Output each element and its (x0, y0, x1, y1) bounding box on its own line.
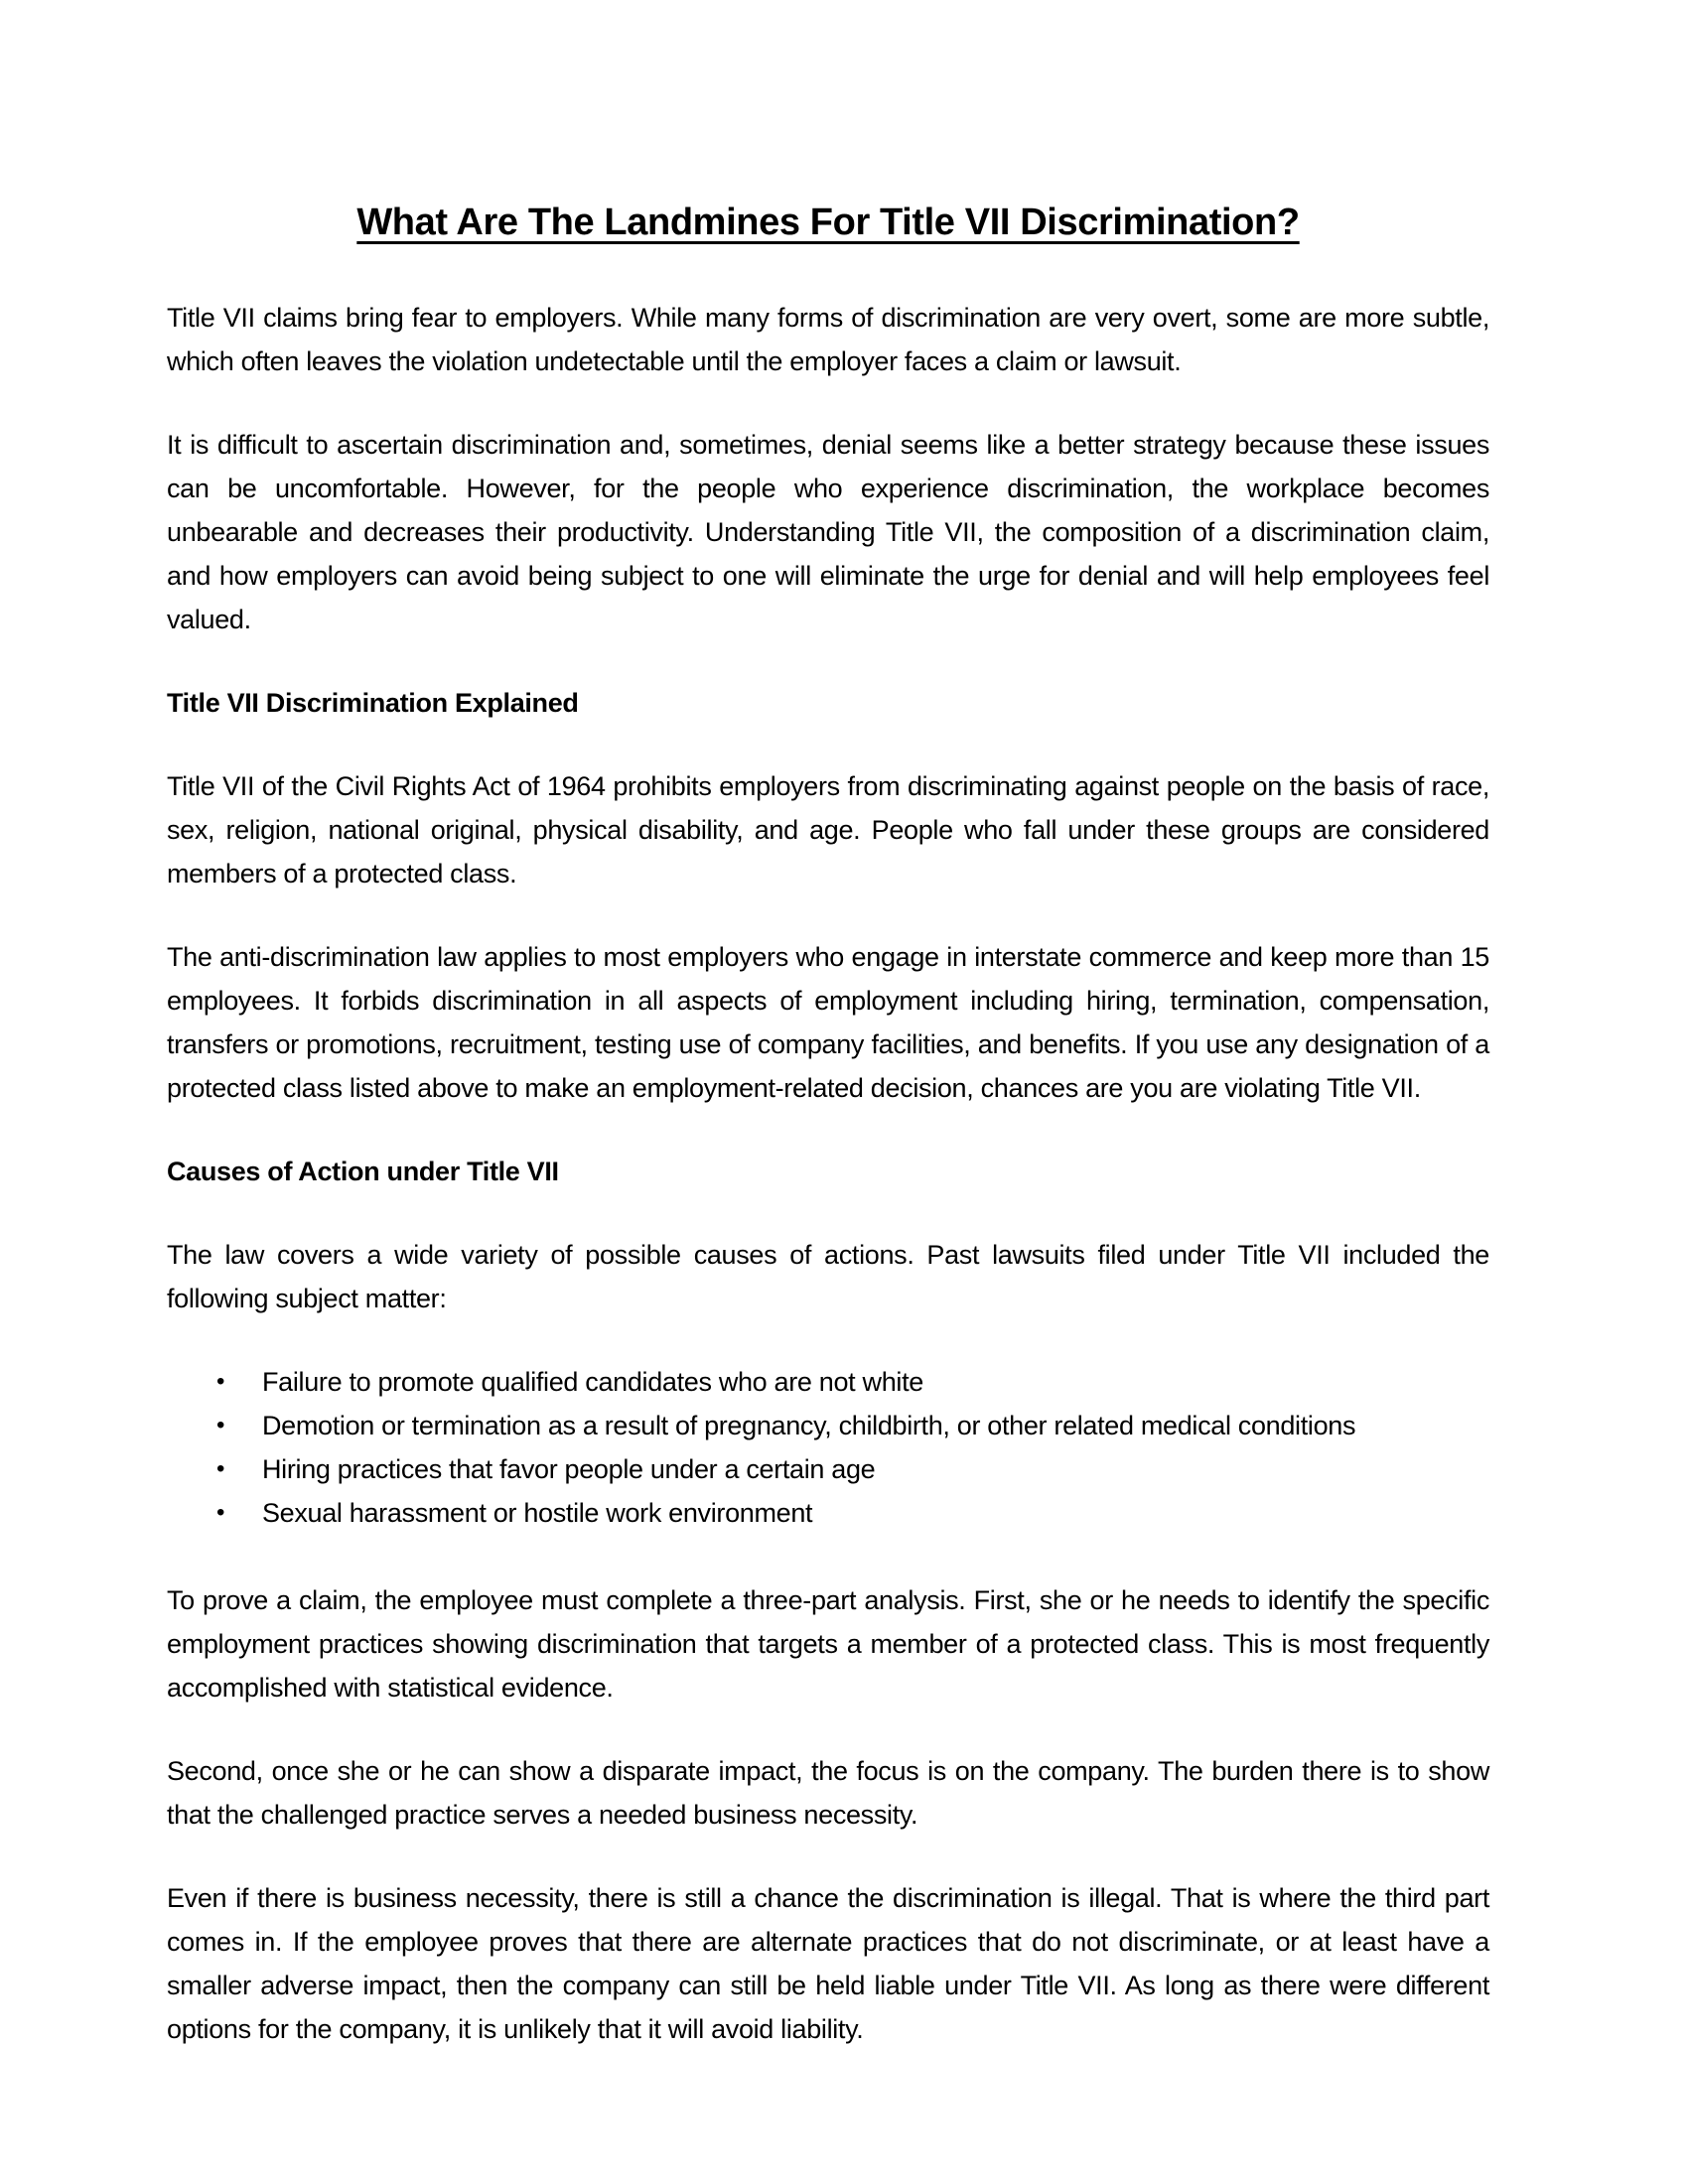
causes-bullet-list (167, 1360, 1489, 1535)
list-item-text: Sexual harassment or hostile work environment (262, 1498, 813, 1528)
causes-intro-paragraph: The law covers a wide variety of possible causes of actions. Past lawsuits filed under Title VII included the following subject matter: (167, 1240, 1489, 1313)
explained-paragraph-2: The anti-discrimination law applies to most employers who engage in interstate commerce and keep more than 15 employees. It forbids discrimination in all aspects of employment including hiring, termination, compensation, transfers or promotions, recruitment, testing use of company facilities, and benefits. If you use any designation of a protected class listed above to make an employment-related decision, chances are you are violating Title VII. (167, 942, 1489, 1103)
list-item-text: Failure to promote qualified candidates who are not white (262, 1367, 923, 1397)
page-title: What Are The Landmines For Title VII Discrimination? (356, 202, 1300, 243)
list-item-text: Demotion or termination as a result of pregnancy, childbirth, or other related medical conditions (262, 1411, 1356, 1440)
list-item (216, 1404, 1489, 1447)
section-heading-causes-of-action: Causes of Action under Title VII (167, 1157, 559, 1186)
three-part-analysis-paragraph: To prove a claim, the employee must complete a three-part analysis. First, she or he needs to identify the specific employment practices showing discrimination that targets a member of a protected class. This is most frequently accomplished with statistical evidence. (167, 1585, 1489, 1703)
list-item-text: Hiring practices that favor people under a certain age (262, 1454, 876, 1484)
list-item (216, 1491, 1489, 1535)
section-heading-title-vii-explained: Title VII Discrimination Explained (167, 688, 579, 718)
bullet-icon: • (216, 1455, 225, 1482)
list-item (216, 1360, 1489, 1404)
intro-paragraph-2: It is difficult to ascertain discrimination and, sometimes, denial seems like a better strategy because these issues can be uncomfortable. However, for the people who experience discrimination, the workplace becomes unbearable and decreases their productivity. Understanding Title VII, the composition of a discrimination claim, and how employers can avoid being subject to one will eliminate the urge for denial and will help employees feel valued. (167, 430, 1489, 634)
intro-paragraph-1: Title VII claims bring fear to employers. While many forms of discrimination are very overt, some are more subtle, which often leaves the violation undetectable until the employer faces a claim or lawsuit. (167, 303, 1489, 376)
bullet-icon: • (216, 1368, 225, 1395)
bullet-icon: • (216, 1412, 225, 1438)
third-part-paragraph: Even if there is business necessity, there is still a chance the discrimination is illegal. That is where the third part comes in. If the employee proves that there are alternate practices that do not discriminate, or at least have a smaller adverse impact, then the company can still be held liable under Title VII. As long as there were different options for the company, it is unlikely that it will avoid liability. (167, 1883, 1489, 2044)
list-item (216, 1447, 1489, 1491)
second-part-paragraph: Second, once she or he can show a disparate impact, the focus is on the company. The burden there is to show that the challenged practice serves a needed business necessity. (167, 1756, 1489, 1830)
bullet-icon: • (216, 1499, 225, 1526)
explained-paragraph-1: Title VII of the Civil Rights Act of 1964 prohibits employers from discriminating against people on the basis of race, sex, religion, national original, physical disability, and age. People who fall under these groups are considered members of a protected class. (167, 771, 1489, 888)
